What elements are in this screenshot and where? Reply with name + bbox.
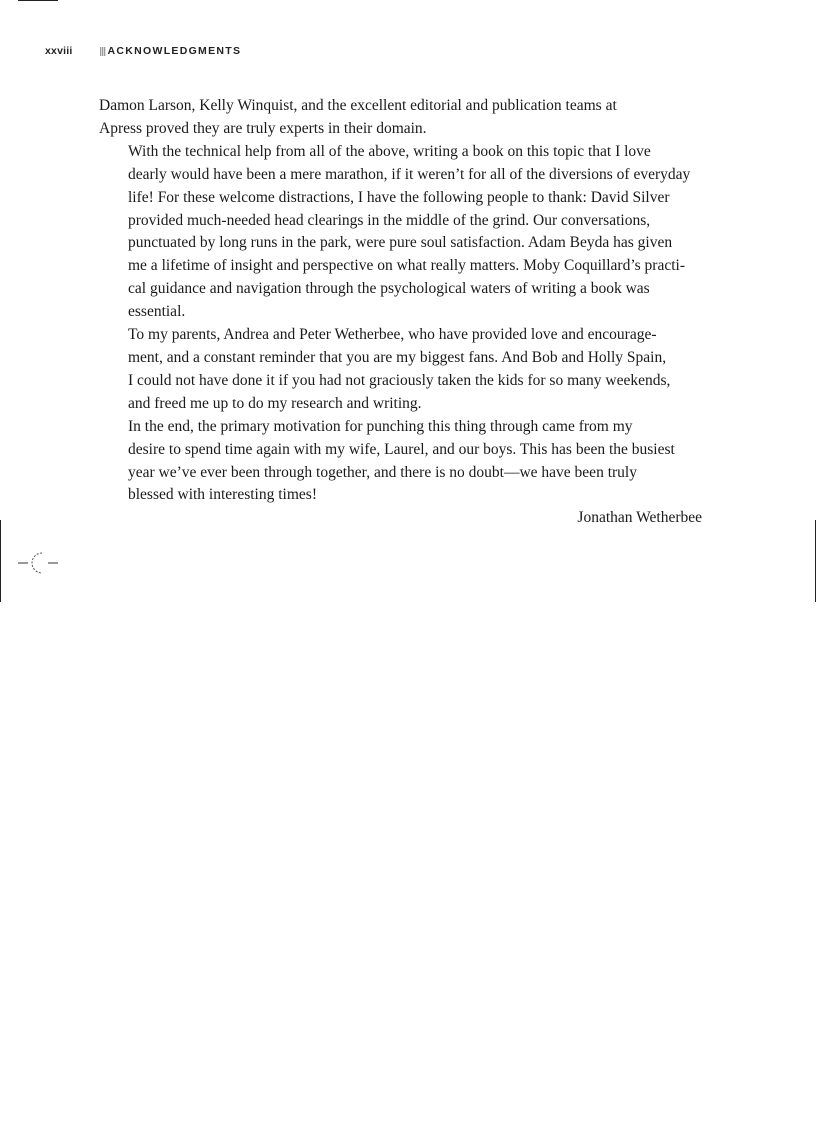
text-line: dearly would have been a mere marathon, if it weren’t for all of the diversions of everyday — [128, 165, 691, 183]
paragraph-3 — [99, 324, 715, 416]
page-number: xxviii — [45, 45, 73, 57]
text-line: provided much-needed head clearings in the middle of the grind. Our conversations, — [128, 211, 651, 229]
paragraph-2 — [99, 141, 715, 324]
text-line: me a lifetime of insight and perspective on what really matters. Moby Coquillard’s practi- — [128, 257, 685, 275]
text-line: life! For these welcome distractions, I have the following people to thank: David Silver — [128, 188, 670, 206]
running-head-ornament — [100, 47, 106, 56]
text-line: desire to spend time again with my wife, Laurel, and our boys. This has been the busiest — [128, 440, 675, 458]
running-head — [45, 44, 241, 58]
acknowledgments-body — [99, 95, 715, 530]
text-line: I could not have done it if you had not graciously taken the kids for so many weekends, — [128, 371, 671, 389]
paragraph-4 — [99, 416, 715, 508]
left-crop-mark — [0, 520, 1, 602]
text-line: In the end, the primary motivation for punching this thing through came from my — [128, 417, 633, 435]
text-line: punctuated by long runs in the park, were pure soul satisfaction. Adam Beyda has given — [128, 234, 673, 252]
text-line: essential. — [128, 303, 186, 321]
text-line: Damon Larson, Kelly Winquist, and the excellent editorial and publication teams at — [99, 97, 617, 114]
section-title: ACKNOWLEDGMENTS — [107, 45, 242, 57]
text-line: cal guidance and navigation through the psychological waters of writing a book was — [128, 280, 650, 298]
paragraph-1 — [99, 95, 715, 141]
text-line: and freed me up to do my research and writing. — [128, 394, 422, 412]
text-line: With the technical help from all of the above, writing a book on this topic that I love — [128, 142, 651, 160]
text-line: blessed with interesting times! — [128, 486, 317, 504]
text-line: To my parents, Andrea and Peter Wetherbee, who have provided love and encourage- — [128, 326, 657, 344]
text-line: year we’ve ever been through together, and there is no doubt—we have been truly — [128, 463, 637, 481]
registration-mark-icon — [18, 550, 62, 576]
author-signature: Jonathan Wetherbee — [577, 509, 702, 527]
text-line: ment, and a constant reminder that you are my biggest fans. And Bob and Holly Spain, — [128, 348, 667, 366]
top-crop-rule — [18, 0, 58, 1]
text-line: Apress proved they are truly experts in their domain. — [99, 119, 427, 137]
